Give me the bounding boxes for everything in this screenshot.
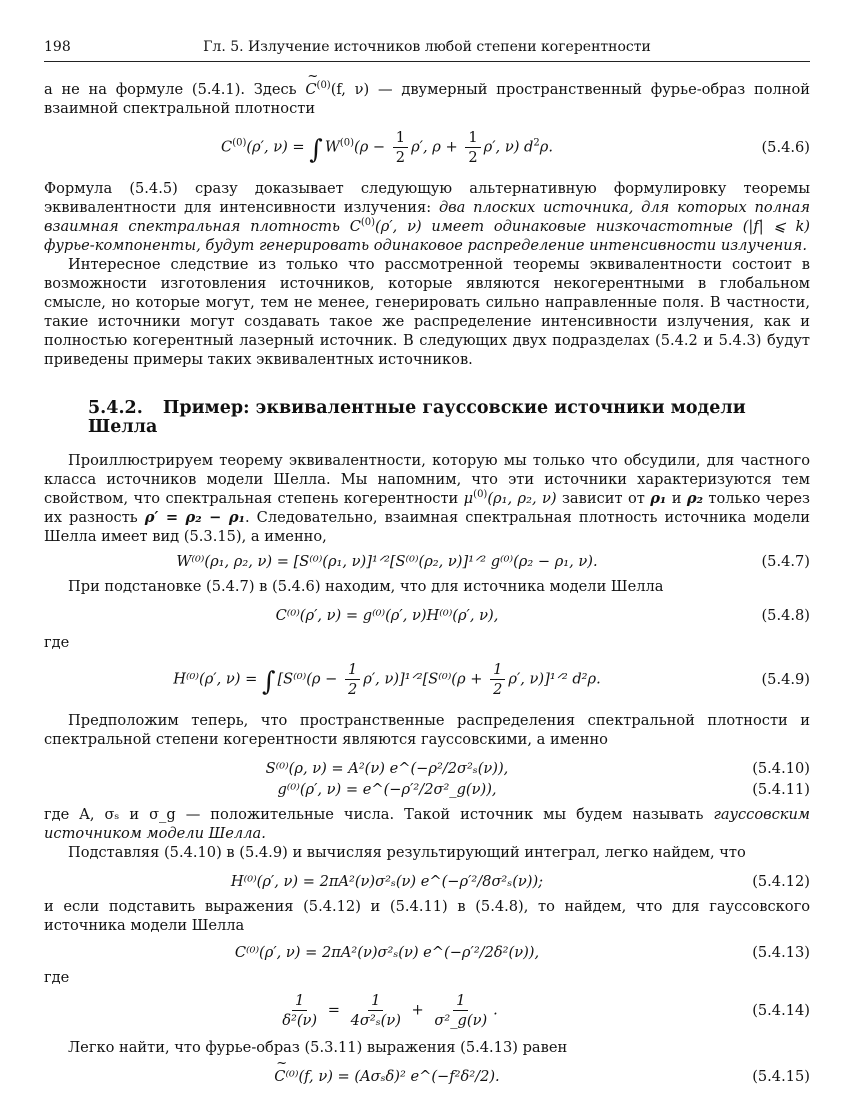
eq-part-c: ρ′, ν)]¹ᐟ² d²ρ. (508, 670, 601, 688)
running-header (44, 38, 810, 62)
equation-5-4-9 (44, 660, 810, 699)
frac-denominator: δ²(ν) (282, 1012, 318, 1029)
eq-body-end: ρ. (539, 138, 553, 156)
section-heading (88, 399, 810, 437)
paragraph-4 (44, 451, 810, 546)
equation-body: W⁽⁰⁾(ρ₁, ρ₂, ν) = [S⁽⁰⁾(ρ₁, ν)]¹ᐟ²[S⁽⁰⁾(ρ₂, ν)]¹ᐟ² g⁽⁰⁾(ρ₂ − ρ₁, ν). (176, 553, 598, 570)
p1-args: (f, ν) (330, 81, 370, 98)
equation-body: g⁽⁰⁾(ρ′, ν) = e^(−ρ′²/2σ²_g(ν)), (277, 781, 497, 798)
fraction-left (279, 991, 320, 1030)
p4-text-c: и (666, 490, 687, 507)
p4-text-b: зависит от (556, 490, 651, 507)
p2-italic-b: имеет одинаковые низкочастотные (|f| ⩽ k) фурье-компоненты, будут генерировать одинаковое распределение интенсивности излучения. (44, 218, 810, 254)
equation-5-4-13 (44, 943, 810, 962)
equation-number: (5.4.9) (761, 671, 810, 688)
eq-part-a: [S⁽⁰⁾(ρ − (277, 670, 342, 688)
fraction-half (465, 128, 480, 167)
p4-mu-args: (ρ₁, ρ₂, ν) (487, 490, 557, 507)
equation-body (44, 991, 730, 1030)
section-number: 5.4.2. (88, 398, 143, 418)
integral-sign: ∫ (261, 666, 276, 697)
eq-lhs-sup: (0) (232, 137, 247, 149)
equation-5-4-14 (44, 991, 810, 1030)
equation-5-4-8 (44, 606, 810, 625)
p1-text-b: — двумерный пространственный фурье-образ полной взаимной спектральной плотности (44, 81, 810, 117)
page (44, 38, 810, 1092)
equation-number: (5.4.13) (752, 944, 810, 961)
equation-5-4-11 (44, 780, 810, 799)
p4-mu-sup: (0) (473, 489, 488, 501)
paragraph-7 (44, 805, 810, 843)
eq-part-b: ρ′, ν)]¹ᐟ²[S⁽⁰⁾(ρ + (363, 670, 488, 688)
p7-text: где A, σₛ и σ_g — положительные числа. Такой источник мы будем называть (44, 806, 714, 823)
eq-d-sup: 2 (533, 137, 540, 149)
plus-sign: + (411, 1001, 424, 1019)
frac-numerator: 1 (292, 991, 307, 1011)
equation-body (44, 128, 730, 167)
paragraph-8: Подставляя (5.4.10) в (5.4.9) и вычисляя результирующий интеграл, легко найдем, что (68, 844, 746, 861)
p4-text-a: Проиллюстрируем теорему эквивалентности, которую мы только что обсудили, для частного класса источников модели Шелла. Мы напомним, что эти источники характеризуются тем свойством, что спектральная степень когерентности (44, 452, 810, 507)
where-label-2: где (44, 969, 70, 986)
p2-italic-a: два плоских источника, для которых полная взаимная спектральная плотность (44, 199, 810, 235)
c-tilde-symbol: ~ C (305, 80, 316, 99)
eq-body-mid: ρ′, ρ + (411, 138, 463, 156)
equation-number: (5.4.6) (761, 139, 810, 156)
p2-args: (ρ′, ν) (375, 218, 422, 235)
p7-italic: гауссовским источником модели Шелла. (44, 806, 810, 842)
p1-sup: (0) (316, 80, 331, 92)
p4-text-e: . Следовательно, взаимная спектральная плотность источника модели Шелла имеет вид (5.3.15), а именно, (44, 509, 811, 545)
frac-denominator: 2 (468, 149, 478, 166)
frac-numerator: 1 (393, 128, 408, 148)
equation-5-4-10 (44, 759, 810, 778)
page-number: 198 (44, 39, 71, 55)
paragraph-6: Предположим теперь, что пространственные распределения спектральной плотности и спектральной степени когерентности являются гауссовскими, а именно (44, 712, 810, 748)
eq-body-tail: ρ′, ν) d (483, 138, 534, 156)
equation-body: H⁽⁰⁾(ρ′, ν) = 2πA²(ν)σ²ₛ(ν) e^(−ρ′²/8σ²ₛ(ν)); (230, 873, 544, 890)
frac-numerator: 1 (345, 660, 360, 680)
frac-denominator: σ²_g(ν) (434, 1012, 488, 1029)
paragraph-1 (44, 80, 810, 118)
section-title: Пример: эквивалентные гауссовские источники модели Шелла (88, 398, 746, 437)
equation-5-4-15 (44, 1067, 810, 1086)
where-label-1: где (44, 634, 70, 651)
frac-denominator: 2 (395, 149, 406, 166)
frac-numerator: 1 (490, 660, 505, 680)
equation-number: (5.4.7) (761, 553, 810, 570)
equation-number: (5.4.12) (752, 873, 810, 890)
running-title: Гл. 5. Излучение источников любой степени когерентности (203, 39, 651, 55)
paragraph-3: Интересное следствие из только что рассмотренной теоремы эквивалентности состоит в возможности изготовления источников, которые являются некогерентными в глобальном смысле, но которые могут, тем не менее, генерировать сильно направленные поля. В частности, такие источники могут создавать такое же распределение интенсивности излучения, как и полностью когерентный лазерный источник. В следующих двух подразделах (5.4.2 и 5.4.3) будут приведены примеры таких эквивалентных источников. (44, 256, 810, 368)
frac-numerator: 1 (465, 128, 480, 148)
equation-number: (5.4.11) (752, 781, 810, 798)
period: . (493, 1001, 498, 1019)
paragraph-10: Легко найти, что фурье-образ (5.3.11) выражения (5.4.13) равен (68, 1039, 568, 1056)
p4-diff: ρ′ = ρ₂ − ρ₁ (144, 509, 245, 526)
fraction-mid (348, 991, 404, 1030)
eq-w-sup: (0) (339, 137, 355, 149)
integral-sign: ∫ (309, 134, 323, 165)
p4-rho2: ρ₂ (686, 490, 703, 507)
paragraph-9: и если подставить выражения (5.4.12) и (5.4.11) в (5.4.8), то найдем, что для гауссовского источника модели Шелла (44, 898, 810, 934)
equation-body: C⁽⁰⁾(ρ′, ν) = 2πA²(ν)σ²ₛ(ν) e^(−ρ′²/2δ²(ν)), (234, 944, 540, 961)
p4-rho1: ρ₁ (650, 490, 667, 507)
p4-text-d: только через их разность (44, 490, 810, 526)
equation-number: (5.4.10) (752, 760, 810, 777)
frac-numerator: 1 (368, 991, 383, 1011)
frac-denominator: 2 (347, 681, 358, 698)
eq-body-open: (ρ − (354, 138, 390, 156)
eq-lhs-args: (ρ′, ν) = (246, 138, 310, 156)
equation-5-4-12 (44, 872, 810, 891)
p2-text: Формула (5.4.5) сразу доказывает следующую альтернативную формулировку теоремы эквивалентности для интенсивности излучения: (44, 180, 810, 216)
equation-body: S⁽⁰⁾(ρ, ν) = A²(ν) e^(−ρ²/2σ²ₛ(ν)), (265, 760, 509, 777)
equation-body (44, 1067, 730, 1086)
eq-w-symbol: W (324, 138, 340, 156)
c-tilde-symbol: ~ C (274, 1067, 285, 1086)
p2-symbol: C (349, 218, 361, 235)
fraction-half (490, 660, 505, 699)
equation-number: (5.4.15) (752, 1068, 810, 1085)
equation-number: (5.4.14) (752, 1002, 810, 1019)
eq-lhs: H⁽⁰⁾(ρ′, ν) = (173, 670, 262, 688)
equation-number: (5.4.8) (761, 607, 810, 624)
equation-5-4-6 (44, 128, 810, 167)
frac-denominator: 4σ²ₛ(ν) (350, 1012, 401, 1029)
equation-body: C⁽⁰⁾(ρ′, ν) = g⁽⁰⁾(ρ′, ν)H⁽⁰⁾(ρ′, ν), (275, 607, 499, 624)
equation-5-4-7 (44, 552, 810, 571)
fraction-right (431, 991, 490, 1030)
p2-sup: (0) (360, 217, 376, 229)
frac-numerator: 1 (453, 991, 468, 1011)
fraction-half (393, 128, 408, 167)
frac-denominator: 2 (493, 681, 503, 698)
p1-text-a: а не на формуле (5.4.1). Здесь (44, 81, 306, 98)
equals-sign: = (327, 1001, 340, 1019)
paragraph-2 (44, 179, 810, 255)
fraction-half (345, 660, 360, 699)
p4-mu: μ (463, 490, 474, 507)
eq-rest: ⁽⁰⁾(f, ν) = (Aσₛδ)² e^(−f²δ²/2). (285, 1068, 500, 1085)
equation-body (44, 660, 730, 699)
paragraph-5: При подстановке (5.4.7) в (5.4.6) находим, что для источника модели Шелла (68, 578, 664, 595)
eq-lhs-symbol: C (221, 138, 233, 156)
